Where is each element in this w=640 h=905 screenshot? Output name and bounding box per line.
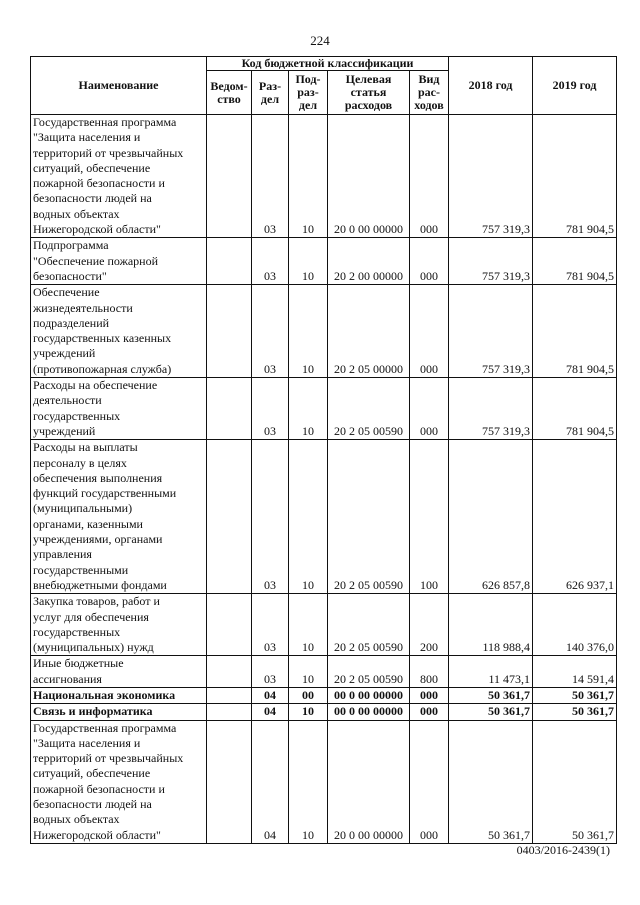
row-vid-cell: 000 xyxy=(410,687,449,703)
table-row xyxy=(31,440,617,594)
header-razdel: Раз- дел xyxy=(252,71,289,115)
table-row xyxy=(31,115,617,238)
header-vedomstvo: Ведом- ство xyxy=(207,71,252,115)
row-podrazdel-cell: 10 xyxy=(289,238,328,285)
row-vedomstvo-cell xyxy=(207,285,252,378)
table-row xyxy=(31,687,617,703)
row-razdel-cell: 03 xyxy=(252,285,289,378)
row-2019-cell: 781 904,5 xyxy=(533,285,617,378)
row-vedomstvo-cell xyxy=(207,656,252,688)
row-razdel-cell: 03 xyxy=(252,656,289,688)
row-name-cell: Связь и информатика xyxy=(31,704,207,720)
row-celevaya-cell: 20 0 00 00000 xyxy=(328,720,410,843)
row-2018-cell: 50 361,7 xyxy=(449,687,533,703)
table-row xyxy=(31,378,617,440)
row-vid-cell: 100 xyxy=(410,440,449,594)
row-vid-cell: 800 xyxy=(410,656,449,688)
table-body xyxy=(31,115,617,844)
row-celevaya-cell: 00 0 00 00000 xyxy=(328,704,410,720)
row-podrazdel-cell: 10 xyxy=(289,720,328,843)
table-row xyxy=(31,594,617,656)
row-celevaya-cell: 20 2 00 00000 xyxy=(328,238,410,285)
page-number: 224 xyxy=(310,33,330,48)
row-celevaya-cell: 20 2 05 00000 xyxy=(328,285,410,378)
row-razdel-cell: 03 xyxy=(252,594,289,656)
row-2018-cell: 757 319,3 xyxy=(449,378,533,440)
row-name-cell: Государственная программа "Защита населения и территорий от чрезвычайных ситуаций, обеспечение пожарной безопасности и безопасности людей на водных объектах Нижегородской области" xyxy=(31,115,207,238)
row-vedomstvo-cell xyxy=(207,378,252,440)
row-name-cell: Подпрограмма "Обеспечение пожарной безопасности" xyxy=(31,238,207,285)
header-podrazdel: Под- раз- дел xyxy=(289,71,328,115)
row-podrazdel-cell: 10 xyxy=(289,656,328,688)
row-2018-cell: 757 319,3 xyxy=(449,285,533,378)
row-name-cell: Закупка товаров, работ и услуг для обеспечения государственных (муниципальных) нужд xyxy=(31,594,207,656)
row-2019-cell: 14 591,4 xyxy=(533,656,617,688)
row-2018-cell: 50 361,7 xyxy=(449,720,533,843)
row-vedomstvo-cell xyxy=(207,594,252,656)
header-classification-group: Код бюджетной классификации xyxy=(207,57,449,71)
header-name: Наименование xyxy=(31,57,207,115)
row-razdel-cell: 03 xyxy=(252,238,289,285)
row-2018-cell: 757 319,3 xyxy=(449,115,533,238)
row-podrazdel-cell: 10 xyxy=(289,704,328,720)
row-vedomstvo-cell xyxy=(207,115,252,238)
row-razdel-cell: 04 xyxy=(252,687,289,703)
row-podrazdel-cell: 10 xyxy=(289,594,328,656)
row-2019-cell: 781 904,5 xyxy=(533,115,617,238)
row-vid-cell: 000 xyxy=(410,704,449,720)
row-2019-cell: 781 904,5 xyxy=(533,238,617,285)
row-celevaya-cell: 00 0 00 00000 xyxy=(328,687,410,703)
row-2019-cell: 781 904,5 xyxy=(533,378,617,440)
row-vedomstvo-cell xyxy=(207,687,252,703)
budget-table xyxy=(30,56,617,844)
row-name-cell: Национальная экономика xyxy=(31,687,207,703)
row-2019-cell: 140 376,0 xyxy=(533,594,617,656)
row-razdel-cell: 04 xyxy=(252,704,289,720)
row-2018-cell: 50 361,7 xyxy=(449,704,533,720)
row-2019-cell: 50 361,7 xyxy=(533,704,617,720)
row-vedomstvo-cell xyxy=(207,238,252,285)
row-name-cell: Обеспечение жизнедеятельности подразделений государственных казенных учреждений (противопожарная служба) xyxy=(31,285,207,378)
row-vedomstvo-cell xyxy=(207,720,252,843)
row-2019-cell: 626 937,1 xyxy=(533,440,617,594)
row-2019-cell: 50 361,7 xyxy=(533,720,617,843)
row-vid-cell: 000 xyxy=(410,720,449,843)
row-name-cell: Государственная программа "Защита населения и территорий от чрезвычайных ситуаций, обеспечение пожарной безопасности и безопасности людей на водных объектах Нижегородской области" xyxy=(31,720,207,843)
row-2018-cell: 11 473,1 xyxy=(449,656,533,688)
row-celevaya-cell: 20 2 05 00590 xyxy=(328,378,410,440)
header-2018: 2018 год xyxy=(449,57,533,115)
table-row xyxy=(31,720,617,843)
table-row xyxy=(31,704,617,720)
row-razdel-cell: 03 xyxy=(252,115,289,238)
row-celevaya-cell: 20 2 05 00590 xyxy=(328,594,410,656)
row-2018-cell: 626 857,8 xyxy=(449,440,533,594)
row-vedomstvo-cell xyxy=(207,704,252,720)
row-podrazdel-cell: 10 xyxy=(289,378,328,440)
row-celevaya-cell: 20 2 05 00590 xyxy=(328,440,410,594)
document-code: 0403/2016-2439(1) xyxy=(516,843,610,857)
row-vedomstvo-cell xyxy=(207,440,252,594)
table-row xyxy=(31,238,617,285)
row-vid-cell: 000 xyxy=(410,285,449,378)
row-vid-cell: 200 xyxy=(410,594,449,656)
row-2019-cell: 50 361,7 xyxy=(533,687,617,703)
row-celevaya-cell: 20 0 00 00000 xyxy=(328,115,410,238)
header-celevaya-statya: Целевая статья расходов xyxy=(328,71,410,115)
row-razdel-cell: 03 xyxy=(252,440,289,594)
header-2019: 2019 год xyxy=(533,57,617,115)
table-row xyxy=(31,656,617,688)
row-name-cell: Расходы на обеспечение деятельности государственных учреждений xyxy=(31,378,207,440)
row-name-cell: Иные бюджетные ассигнования xyxy=(31,656,207,688)
header-vid-raskhodov: Вид рас- ходов xyxy=(410,71,449,115)
row-podrazdel-cell: 10 xyxy=(289,285,328,378)
row-vid-cell: 000 xyxy=(410,238,449,285)
row-name-cell: Расходы на выплаты персоналу в целях обеспечения выполнения функций государственными (муниципальными) органами, казенными учреждениями, органами управления государственными внебюджетными фондами xyxy=(31,440,207,594)
row-podrazdel-cell: 00 xyxy=(289,687,328,703)
row-2018-cell: 118 988,4 xyxy=(449,594,533,656)
row-podrazdel-cell: 10 xyxy=(289,440,328,594)
table-row xyxy=(31,285,617,378)
row-podrazdel-cell: 10 xyxy=(289,115,328,238)
row-razdel-cell: 03 xyxy=(252,378,289,440)
row-2018-cell: 757 319,3 xyxy=(449,238,533,285)
row-razdel-cell: 04 xyxy=(252,720,289,843)
row-vid-cell: 000 xyxy=(410,378,449,440)
row-vid-cell: 000 xyxy=(410,115,449,238)
row-celevaya-cell: 20 2 05 00590 xyxy=(328,656,410,688)
